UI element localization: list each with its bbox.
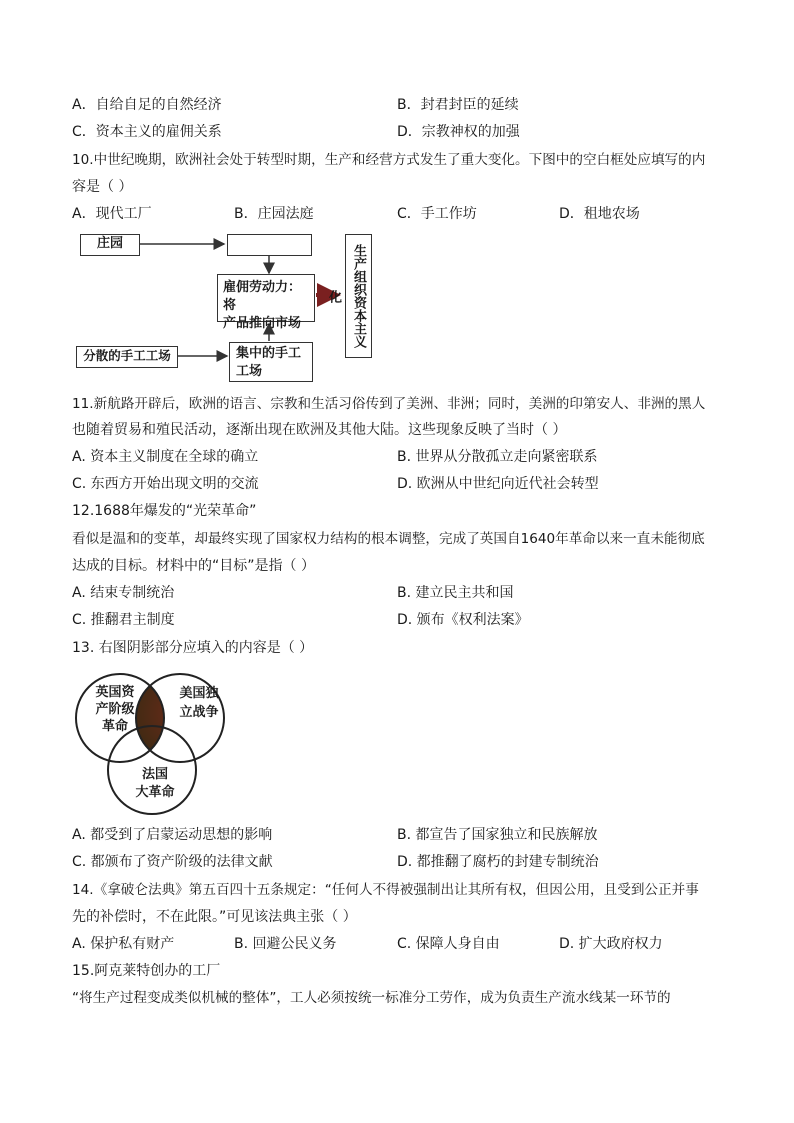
q14-option-c: C. 保障人身自由 — [397, 936, 500, 952]
q14-stem-line1: 14.《拿破仑法典》第五百四十五条规定：“任何人不得被强制出让其所有权，但因公用，且受到公正并事 — [72, 882, 699, 898]
q13-venn-diagram — [72, 666, 252, 816]
diagram-box-manor — [80, 234, 140, 256]
q13-option-a: A. 都受到了启蒙运动思想的影响 — [72, 827, 273, 843]
venn-label-england-line3: 革命 — [101, 719, 128, 734]
q13-option-d: D. 都推翻了腐朽的封建专制统治 — [397, 854, 599, 870]
diagram-label-scattered: 分散的手工工场 — [83, 348, 171, 363]
venn-label-england-line1: 英国资 — [95, 685, 135, 700]
q9-option-c: C．资本主义的雇佣关系 — [72, 124, 222, 140]
diagram-box-scattered-workshop — [76, 346, 178, 368]
diagram-box-capitalism — [326, 234, 372, 358]
q12-stem-line2: 看似是温和的变革，却最终实现了国家权力结构的根本调整，完成了英国自1640年革命以来一直未能彻底 — [72, 531, 705, 547]
diagram-label-hire-line2: 产品推向市场 — [223, 316, 302, 331]
q13-option-c: C. 都颁布了资产阶级的法律文献 — [72, 854, 273, 870]
diagram-box-centralized-workshop — [229, 342, 313, 382]
q12-stem-line1: 12.1688年爆发的“光荣革命” — [72, 503, 257, 519]
diagram-label-central-line2: 工场 — [236, 364, 263, 379]
q14-stem-line2: 先的补偿时，不在此限。”可见该法典主张（ ） — [72, 909, 357, 925]
venn-label-america-line1: 美国独 — [179, 686, 219, 701]
q13-option-b: B. 都宣告了国家独立和民族解放 — [397, 827, 598, 843]
q9-option-b: B．封君封臣的延续 — [397, 97, 519, 113]
q9-option-a: A．自给自足的自然经济 — [72, 97, 222, 113]
q10-stem-line1: 10.中世纪晚期，欧洲社会处于转型时期，生产和经营方式发生了重大变化。下图中的空白框处应填写的内 — [72, 152, 706, 168]
venn-label-france — [130, 766, 180, 802]
venn-label-america-line2: 立战争 — [179, 705, 219, 720]
q9-option-d: D．宗教神权的加强 — [397, 124, 520, 140]
diagram-label-central-line1: 集中的手工 — [236, 346, 302, 361]
venn-label-england — [90, 684, 140, 735]
venn-label-france-line1: 法国 — [141, 767, 168, 782]
diagram-label-capitalism: 生产组织资本主义化 — [326, 244, 366, 348]
diagram-label-manor: 庄园 — [96, 236, 123, 251]
diagram-box-hire-labor — [217, 274, 315, 331]
q11-option-b: B. 世界从分散孤立走向紧密联系 — [397, 449, 598, 465]
q10-option-a: A．现代工厂 — [72, 206, 152, 222]
venn-label-america — [174, 684, 224, 722]
q15-stem-line1: 15.阿克莱特创办的工厂 — [72, 963, 221, 979]
q12-stem-line3: 达成的目标。材料中的“目标”是指（ ） — [72, 558, 315, 574]
q14-option-b: B. 回避公民义务 — [234, 936, 337, 952]
diagram-box-blank — [227, 234, 312, 256]
q12-option-d: D. 颁布《权利法案》 — [397, 612, 529, 628]
q11-stem-line1: 11.新航路开辟后，欧洲的语言、宗教和生活习俗传到了美洲、非洲；同时，美洲的印第安人、非洲的黑人 — [72, 396, 706, 412]
q11-stem-line2: 也随着贸易和殖民活动，逐渐出现在欧洲及其他大陆。这些现象反映了当时（ ） — [72, 422, 567, 438]
q11-option-c: C. 东西方开始出现文明的交流 — [72, 476, 259, 492]
diagram-label-hire-line1: 雇佣劳动力：将 — [223, 280, 302, 313]
q14-option-a: A. 保护私有财产 — [72, 936, 175, 952]
q10-option-c: C．手工作坊 — [397, 206, 477, 222]
q10-diagram — [72, 228, 392, 388]
q12-option-c: C. 推翻君主制度 — [72, 612, 175, 628]
q14-option-d: D. 扩大政府权力 — [559, 936, 663, 952]
q11-option-d: D. 欧洲从中世纪向近代社会转型 — [397, 476, 599, 492]
venn-label-england-line2: 产阶级 — [95, 702, 135, 717]
q12-option-a: A. 结束专制统治 — [72, 585, 175, 601]
q11-option-a: A. 资本主义制度在全球的确立 — [72, 449, 259, 465]
venn-label-france-line2: 大革命 — [135, 785, 175, 800]
q10-option-d: D．租地农场 — [559, 206, 640, 222]
q15-stem-line2: “将生产过程变成类似机械的整体”，工人必须按统一标准分工劳作，成为负责生产流水线某一环节的 — [72, 990, 671, 1006]
q13-stem-line1: 13. 右图阴影部分应填入的内容是（ ） — [72, 640, 314, 656]
q12-option-b: B. 建立民主共和国 — [397, 585, 514, 601]
q10-stem-line2: 容是（ ） — [72, 179, 133, 195]
q10-option-b: B．庄园法庭 — [234, 206, 314, 222]
